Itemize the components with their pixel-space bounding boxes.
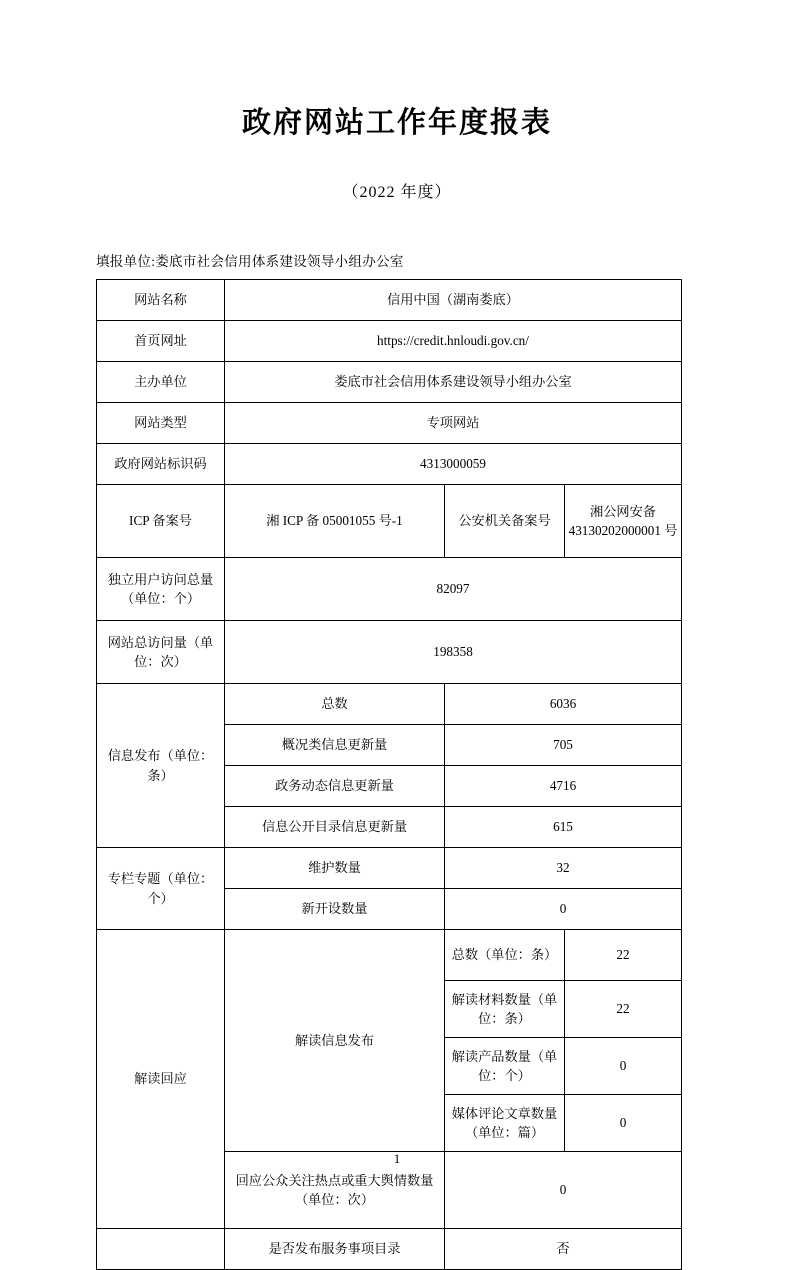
info-catalog-label: 信息公开目录信息更新量 xyxy=(225,807,445,848)
interpret-material-label: 解读材料数量（单位：条） xyxy=(445,981,565,1038)
info-total-label: 总数 xyxy=(225,684,445,725)
empty-cell xyxy=(97,1229,225,1270)
interpret-product-label: 解读产品数量（单位：个） xyxy=(445,1038,565,1095)
police-record-label: 公安机关备案号 xyxy=(445,485,565,558)
service-catalog-label: 是否发布服务事项目录 xyxy=(225,1229,445,1270)
info-dynamic-value: 4716 xyxy=(445,766,682,807)
column-topic-label: 专栏专题（单位：个） xyxy=(97,848,225,930)
table-row xyxy=(97,558,682,621)
info-total-value: 6036 xyxy=(445,684,682,725)
icp-label: ICP 备案号 xyxy=(97,485,225,558)
maintain-count-label: 维护数量 xyxy=(225,848,445,889)
table-row xyxy=(97,280,682,321)
page-title: 政府网站工作年度报表 xyxy=(241,107,552,139)
interpret-total-value: 22 xyxy=(565,930,682,981)
page-subtitle: （2022 年度） xyxy=(342,184,452,201)
interpret-release-label: 解读信息发布 xyxy=(225,930,445,1152)
document-page xyxy=(0,100,794,1257)
icp-value: 湘 ICP 备 05001055 号-1 xyxy=(225,485,445,558)
page-number: 1 xyxy=(393,1151,401,1166)
homepage-value: https://credit.hnloudi.gov.cn/ xyxy=(225,321,682,362)
unique-visitors-label: 独立用户访问总量（单位：个） xyxy=(97,558,225,621)
homepage-label: 首页网址 xyxy=(97,321,225,362)
interpret-product-value: 0 xyxy=(565,1038,682,1095)
maintain-count-value: 32 xyxy=(445,848,682,889)
interpret-total-label: 总数（单位：条） xyxy=(445,930,565,981)
site-type-label: 网站类型 xyxy=(97,403,225,444)
site-type-value: 专项网站 xyxy=(225,403,682,444)
total-visits-label: 网站总访问量（单位：次） xyxy=(97,621,225,684)
site-name-label: 网站名称 xyxy=(97,280,225,321)
info-overview-label: 概况类信息更新量 xyxy=(225,725,445,766)
media-comment-label: 媒体评论文章数量（单位：篇） xyxy=(445,1095,565,1152)
new-open-count-label: 新开设数量 xyxy=(225,889,445,930)
table-row xyxy=(97,930,682,981)
table-row xyxy=(97,684,682,725)
site-name-value: 信用中国（湖南娄底） xyxy=(225,280,682,321)
unique-visitors-value: 82097 xyxy=(225,558,682,621)
table-row xyxy=(97,848,682,889)
site-code-value: 4313000059 xyxy=(225,444,682,485)
service-catalog-value: 否 xyxy=(445,1229,682,1270)
table-row xyxy=(97,321,682,362)
table-row xyxy=(97,621,682,684)
table-row xyxy=(97,444,682,485)
info-overview-value: 705 xyxy=(445,725,682,766)
interpret-material-value: 22 xyxy=(565,981,682,1038)
info-release-label: 信息发布（单位：条） xyxy=(97,684,225,848)
filler-unit-label: 填报单位:娄底市社会信用体系建设领导小组办公室 xyxy=(96,254,404,269)
info-dynamic-label: 政务动态信息更新量 xyxy=(225,766,445,807)
site-code-label: 政府网站标识码 xyxy=(97,444,225,485)
public-hotspot-value: 0 xyxy=(445,1152,682,1229)
new-open-count-value: 0 xyxy=(445,889,682,930)
sponsor-value: 娄底市社会信用体系建设领导小组办公室 xyxy=(225,362,682,403)
public-hotspot-label: 回应公众关注热点或重大舆情数量（单位：次） xyxy=(225,1152,445,1229)
table-row xyxy=(97,1229,682,1270)
sponsor-label: 主办单位 xyxy=(97,362,225,403)
total-visits-value: 198358 xyxy=(225,621,682,684)
table-row xyxy=(97,485,682,558)
police-record-value: 湘公网安备 43130202000001 号 xyxy=(565,485,682,558)
table-row xyxy=(97,403,682,444)
annual-report-table xyxy=(96,279,682,1270)
info-catalog-value: 615 xyxy=(445,807,682,848)
media-comment-value: 0 xyxy=(565,1095,682,1152)
interpret-reply-label: 解读回应 xyxy=(97,930,225,1229)
table-row xyxy=(97,362,682,403)
